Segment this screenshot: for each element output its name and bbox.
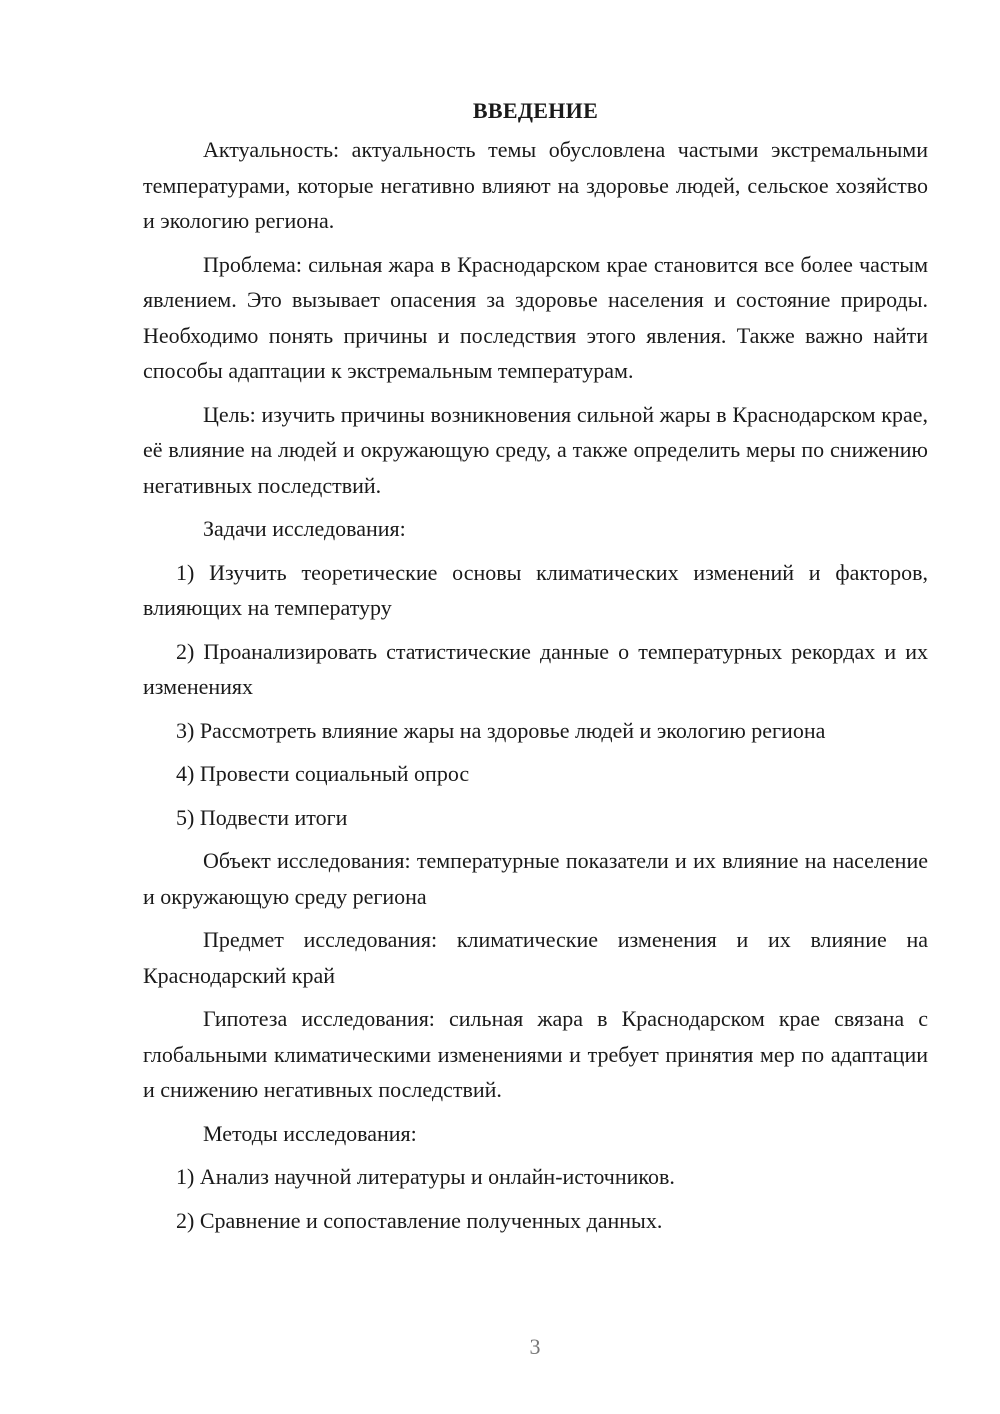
tasks-title: Задачи исследования: bbox=[203, 516, 406, 541]
hypothesis-paragraph: Гипотеза исследования: сильная жара в Краснодарском крае связана с глобальными климатическими изменениями и требует принятия мер по адаптации и снижению негативных последствий. bbox=[143, 1006, 928, 1102]
section-heading: ВВЕДЕНИЕ bbox=[472, 98, 599, 123]
object-paragraph: Объект исследования: температурные показатели и их влияние на население и окружающую среду региона bbox=[143, 848, 928, 909]
problem-paragraph: Проблема: сильная жара в Краснодарском крае становится все более частым явлением. Это вызывает опасения за здоровье населения и состояние природы. Необходимо понять причины и последствия этого явления. Также важно найти способы адаптации к экстремальным температурам. bbox=[143, 251, 928, 383]
task-item-5: 5) Подвести итоги bbox=[176, 804, 348, 830]
page-content bbox=[143, 96, 928, 1246]
methods-title: Методы исследования: bbox=[203, 1120, 417, 1146]
method-item-2: 2) Сравнение и сопоставление полученных данных. bbox=[176, 1207, 663, 1233]
task-item-4: 4) Провести социальный опрос bbox=[176, 761, 470, 786]
subject-paragraph: Предмет исследования: климатические изменения и их влияние на Краснодарский край bbox=[143, 927, 928, 988]
task-item-1: 1) Изучить теоретические основы климатических изменений и факторов, влияющих на температуру bbox=[143, 559, 928, 620]
task-item-3: 3) Рассмотреть влияние жары на здоровье людей и экологию региона bbox=[176, 717, 826, 743]
task-item-2: 2) Проанализировать статистические данные о температурных рекордах и их изменениях bbox=[143, 638, 928, 699]
method-item-1: 1) Анализ научной литературы и онлайн-источников. bbox=[176, 1164, 675, 1189]
relevance-paragraph: Актуальность: актуальность темы обусловлена частыми экстремальными температурами, которые негативно влияют на здоровье людей, сельское хозяйство и экологию региона. bbox=[143, 137, 928, 233]
goal-paragraph: Цель: изучить причины возникновения сильной жары в Краснодарском крае, её влияние на людей и окружающую среду, а также определить меры по снижению негативных последствий. bbox=[143, 401, 928, 498]
page-number: 3 bbox=[529, 1334, 541, 1359]
